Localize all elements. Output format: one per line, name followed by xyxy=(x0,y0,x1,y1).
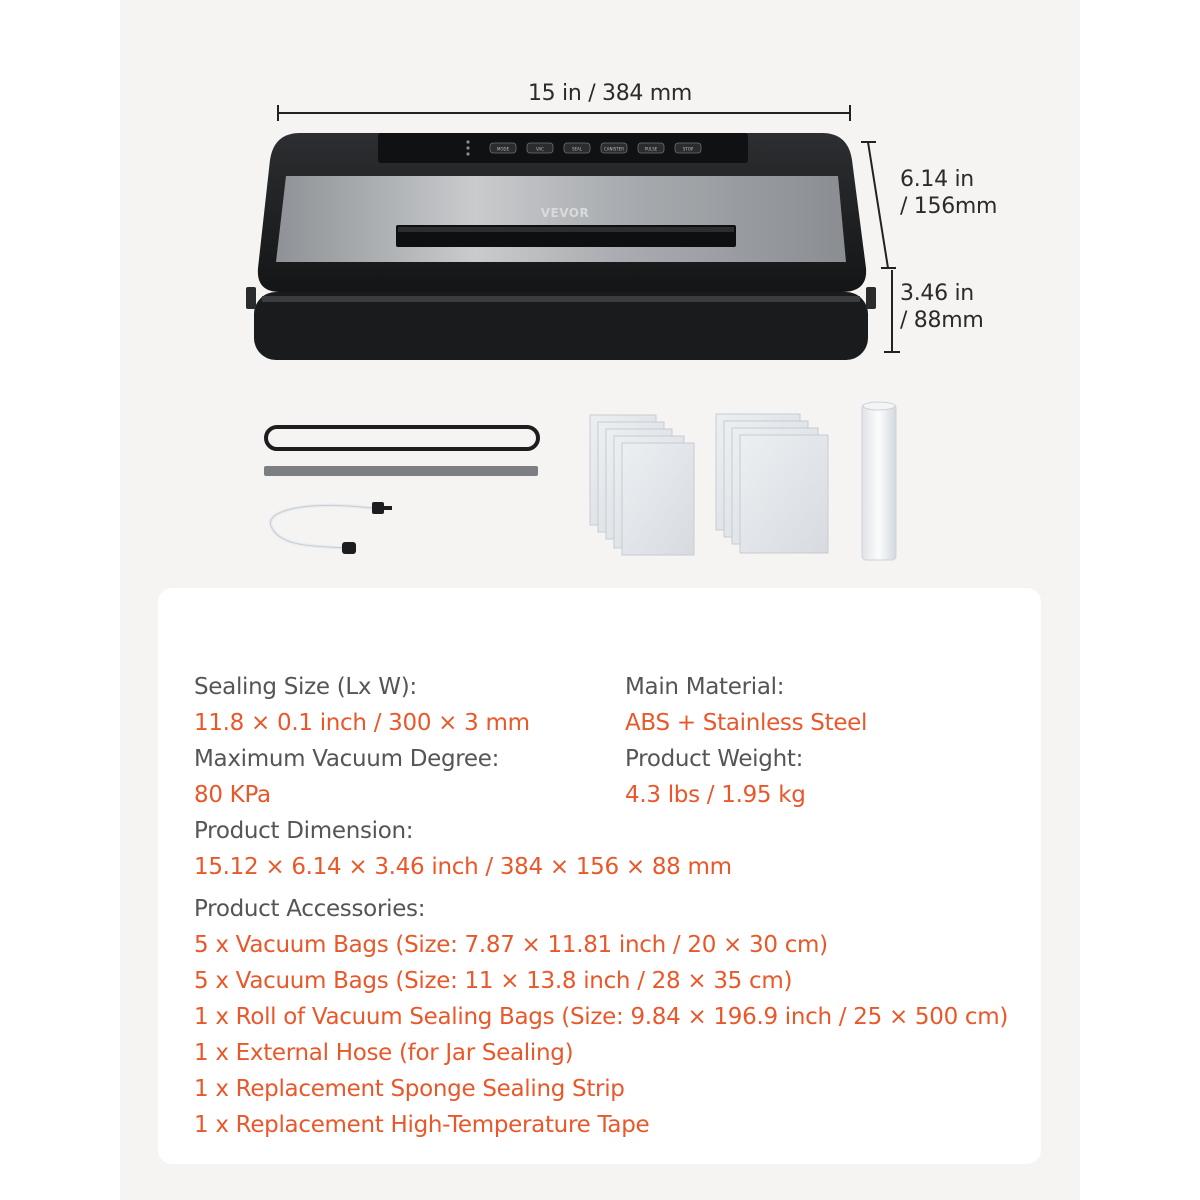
accessory-item: 1 x Replacement Sponge Sealing Strip xyxy=(194,1076,625,1102)
vacuum-sealer xyxy=(246,133,876,360)
weight-label: Product Weight: xyxy=(625,746,804,772)
control-button-label: VAC xyxy=(536,146,544,152)
accessories-illustration xyxy=(264,402,896,560)
accessory-item: 1 x Replacement High-Temperature Tape xyxy=(194,1112,650,1138)
max-vacuum-label: Maximum Vacuum Degree: xyxy=(194,746,500,772)
control-button-label: PULSE xyxy=(644,146,658,152)
main-material-label: Main Material: xyxy=(625,674,785,700)
control-button-label: MODE xyxy=(496,146,510,152)
sealing-size-value: 11.8 × 0.1 inch / 300 × 3 mm xyxy=(194,710,530,736)
accessory-item: 1 x Roll of Vacuum Sealing Bags (Size: 9.84 × 196.9 inch / 25 × 500 cm) xyxy=(194,1004,1009,1030)
sponge-strip xyxy=(264,466,538,476)
dimension-value: 15.12 × 6.14 × 3.46 inch / 384 × 156 × 88 mm xyxy=(194,854,732,880)
max-vacuum-value: 80 KPa xyxy=(194,782,271,808)
brand-logo: VEVOR xyxy=(540,206,590,220)
accessory-item: 1 x External Hose (for Jar Sealing) xyxy=(194,1040,574,1066)
depth-label-line2: / 156mm xyxy=(900,194,998,219)
dimension-label: Product Dimension: xyxy=(194,818,414,844)
vacuum-bags-large xyxy=(716,414,828,553)
sealing-gasket xyxy=(266,427,538,449)
main-material-value: ABS + Stainless Steel xyxy=(625,710,868,736)
depth-dimension-line xyxy=(861,142,896,268)
control-button-label: STOP xyxy=(682,146,694,152)
external-hose xyxy=(270,505,372,548)
height-label-line2: / 88mm xyxy=(900,308,984,333)
indicator-light xyxy=(466,140,469,143)
indicator-light xyxy=(466,152,469,155)
width-label: 15 in / 384 mm xyxy=(527,81,693,106)
height-label xyxy=(900,280,983,334)
weight-value: 4.3 lbs / 1.95 kg xyxy=(625,782,806,808)
width-dimension-line xyxy=(278,105,850,121)
depth-label xyxy=(900,166,997,220)
accessory-item: 5 x Vacuum Bags (Size: 11 × 13.8 inch / 28 × 35 cm) xyxy=(194,968,793,994)
height-label-line1: 3.46 in xyxy=(900,281,974,306)
accessory-item: 5 x Vacuum Bags (Size: 7.87 × 11.81 inch / 20 × 30 cm) xyxy=(194,932,828,958)
vacuum-bags-small xyxy=(590,415,694,555)
depth-label-line1: 6.14 in xyxy=(900,167,974,192)
height-dimension-line xyxy=(884,270,900,352)
control-button-label: SEAL xyxy=(571,146,583,152)
indicator-light xyxy=(466,146,469,149)
accessories-label: Product Accessories: xyxy=(194,896,426,922)
control-button-label: CANISTER xyxy=(604,146,624,152)
vacuum-bag-roll xyxy=(862,402,896,560)
sealing-size-label: Sealing Size (Lx W): xyxy=(194,674,417,700)
